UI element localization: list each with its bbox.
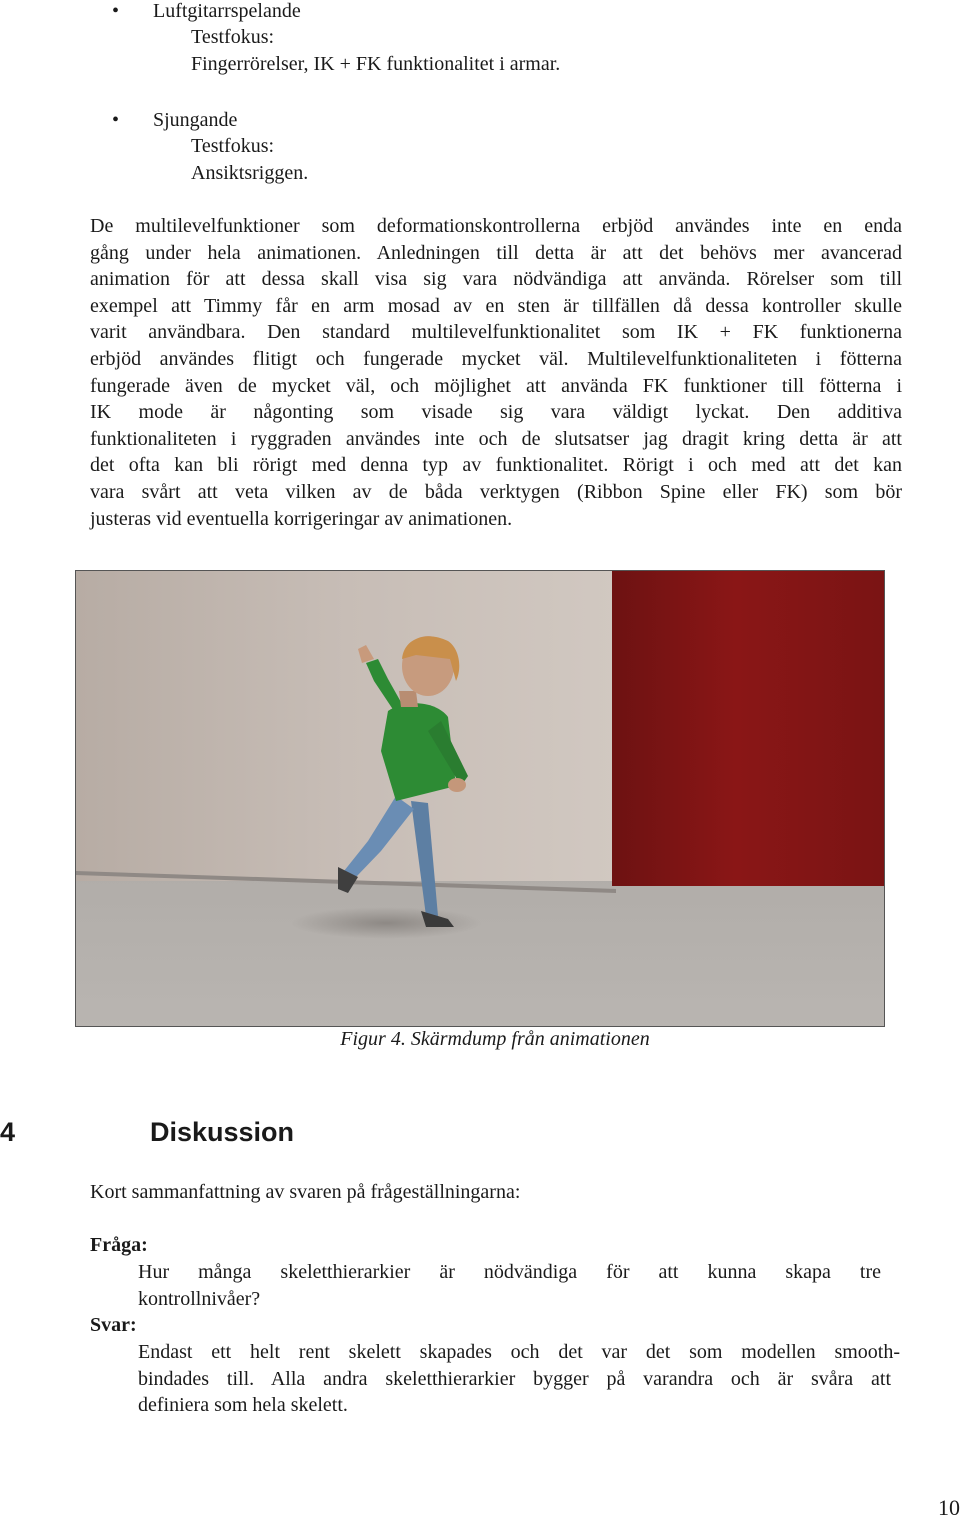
animation-screenshot — [75, 570, 885, 1027]
paragraph-line: IK mode är någonting som visade sig vara väldigt lyckat. Den additiva — [90, 401, 902, 424]
paragraph-line: gång under hela animationen. Anledningen till detta är att det behövs mer avancerad — [90, 241, 902, 264]
answer-label: Svar: — [90, 1314, 137, 1336]
test-focus-label: Testfokus: — [191, 26, 275, 48]
paragraph-line: det ofta kan bli rörigt med denna typ av funktionalitet. Rörigt i och med att det kan — [90, 454, 902, 477]
animation-scene-illustration — [76, 571, 885, 1027]
paragraph-line: vara svårt att veta vilken av de båda verktygen (Ribbon Spine eller FK) som bör — [90, 480, 902, 503]
paragraph-line: fungerade även de mycket väl, och möjlighet att använda FK funktioner till fötterna i — [90, 374, 902, 397]
test-focus-label: Testfokus: — [191, 135, 275, 157]
paragraph-line: justeras vid eventuella korrigeringar av animationen. — [90, 507, 513, 530]
page-number: 10 — [938, 1495, 960, 1520]
question-text — [138, 1259, 881, 1312]
bullet-dot-icon: • — [112, 109, 120, 131]
figure-caption: Figur 4. Skärmdump från animationen — [340, 1028, 650, 1050]
answer-line: Endast ett helt rent skelett skapades och det var det som modellen smooth- — [138, 1341, 900, 1363]
bullet-label: Luftgitarrspelande — [153, 0, 301, 22]
summary-intro: Kort sammanfattning av svaren på frågeställningarna: — [90, 1181, 521, 1203]
paragraph-line: animation för att dessa skall visa sig vara nödvändiga att använda. Rörelser som till — [90, 268, 902, 291]
paragraph-line: erbjöd användes flitigt och fungerade mycket väl. Multilevelfunktionaliteten i fötterna — [90, 347, 902, 370]
test-focus-text: Ansiktsriggen. — [191, 162, 309, 184]
section-number: 4 — [0, 1117, 16, 1147]
body-paragraph — [90, 213, 902, 532]
answer-line: definiera som hela skelett. — [138, 1394, 348, 1417]
paragraph-line: exempel att Timmy får en arm mosad av en sten är tillfällen då dessa kontroller skulle — [90, 294, 902, 317]
bullet-label: Sjungande — [153, 109, 238, 131]
answer-line: bindades till. Alla andra skeletthierarkier bygger på varandra och är svåra att — [138, 1367, 891, 1390]
paragraph-line: funktionaliteten i ryggraden användes inte och de slutsatser jag dragit kring detta är att — [90, 427, 902, 450]
bullet-dot-icon: • — [112, 0, 120, 22]
answer-text — [138, 1339, 900, 1419]
question-label: Fråga: — [90, 1234, 148, 1256]
test-focus-text: Fingerrörelser, IK + FK funktionalitet i armar. — [191, 53, 561, 75]
paragraph-line: De multilevelfunktioner som deformationskontrollerna erbjöd användes inte en enda — [90, 215, 902, 237]
paragraph-line: varit användbara. Den standard multilevelfunktionalitet som IK + FK funktionerna — [90, 321, 902, 344]
question-line: Hur många skeletthierarkier är nödvändiga för att kunna skapa tre — [138, 1261, 881, 1283]
section-title: Diskussion — [150, 1117, 295, 1147]
question-line: kontrollnivåer? — [138, 1287, 261, 1310]
